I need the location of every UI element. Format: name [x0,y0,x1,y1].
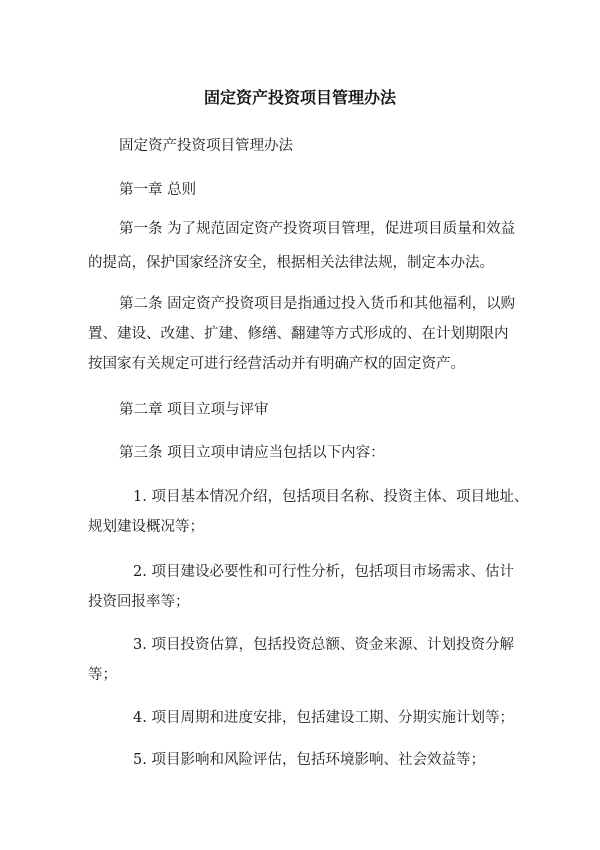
list-item-continuation: 规划建设概况等； [88,519,204,535]
list-item: 5. 项目影响和风险评估，包括环境影响、社会效益等； [133,752,485,768]
list-item: 2. 项目建设必要性和可行性分析，包括项目市场需求、估计 [133,564,514,580]
list-item: 1. 项目基本情况介绍，包括项目名称、投资主体、项目地址、 [133,489,529,505]
article-line: 按国家有关规定可进行经营活动并有明确产权的固定资产。 [88,356,465,372]
list-item-continuation: 投资回报率等； [88,594,190,610]
chapter-heading: 第一章 总则 [119,182,197,198]
document-subtitle: 固定资产投资项目管理办法 [119,138,293,154]
article-line: 第三条 项目立项申请应当包括以下内容： [119,445,385,461]
list-item: 3. 项目投资估算，包括投资总额、资金来源、计划投资分解 [133,637,514,653]
article-line: 的提高，保护国家经济安全，根据相关法律法规，制定本办法。 [88,255,494,271]
chapter-heading: 第二章 项目立项与评审 [119,402,269,418]
document-title: 固定资产投资项目管理办法 [203,88,396,107]
article-line: 置、建设、改建、扩建、修缮、翻建等方式形成的、在计划期限内 [88,326,509,342]
list-item: 4. 项目周期和进度安排，包括建设工期、分期实施计划等； [133,710,514,726]
article-line: 第一条 为了规范固定资产投资项目管理，促进项目质量和效益 [119,221,516,237]
article-line: 第二条 固定资产投资项目是指通过投入货币和其他福利，以购 [119,296,516,312]
list-item-continuation: 等； [88,667,117,683]
